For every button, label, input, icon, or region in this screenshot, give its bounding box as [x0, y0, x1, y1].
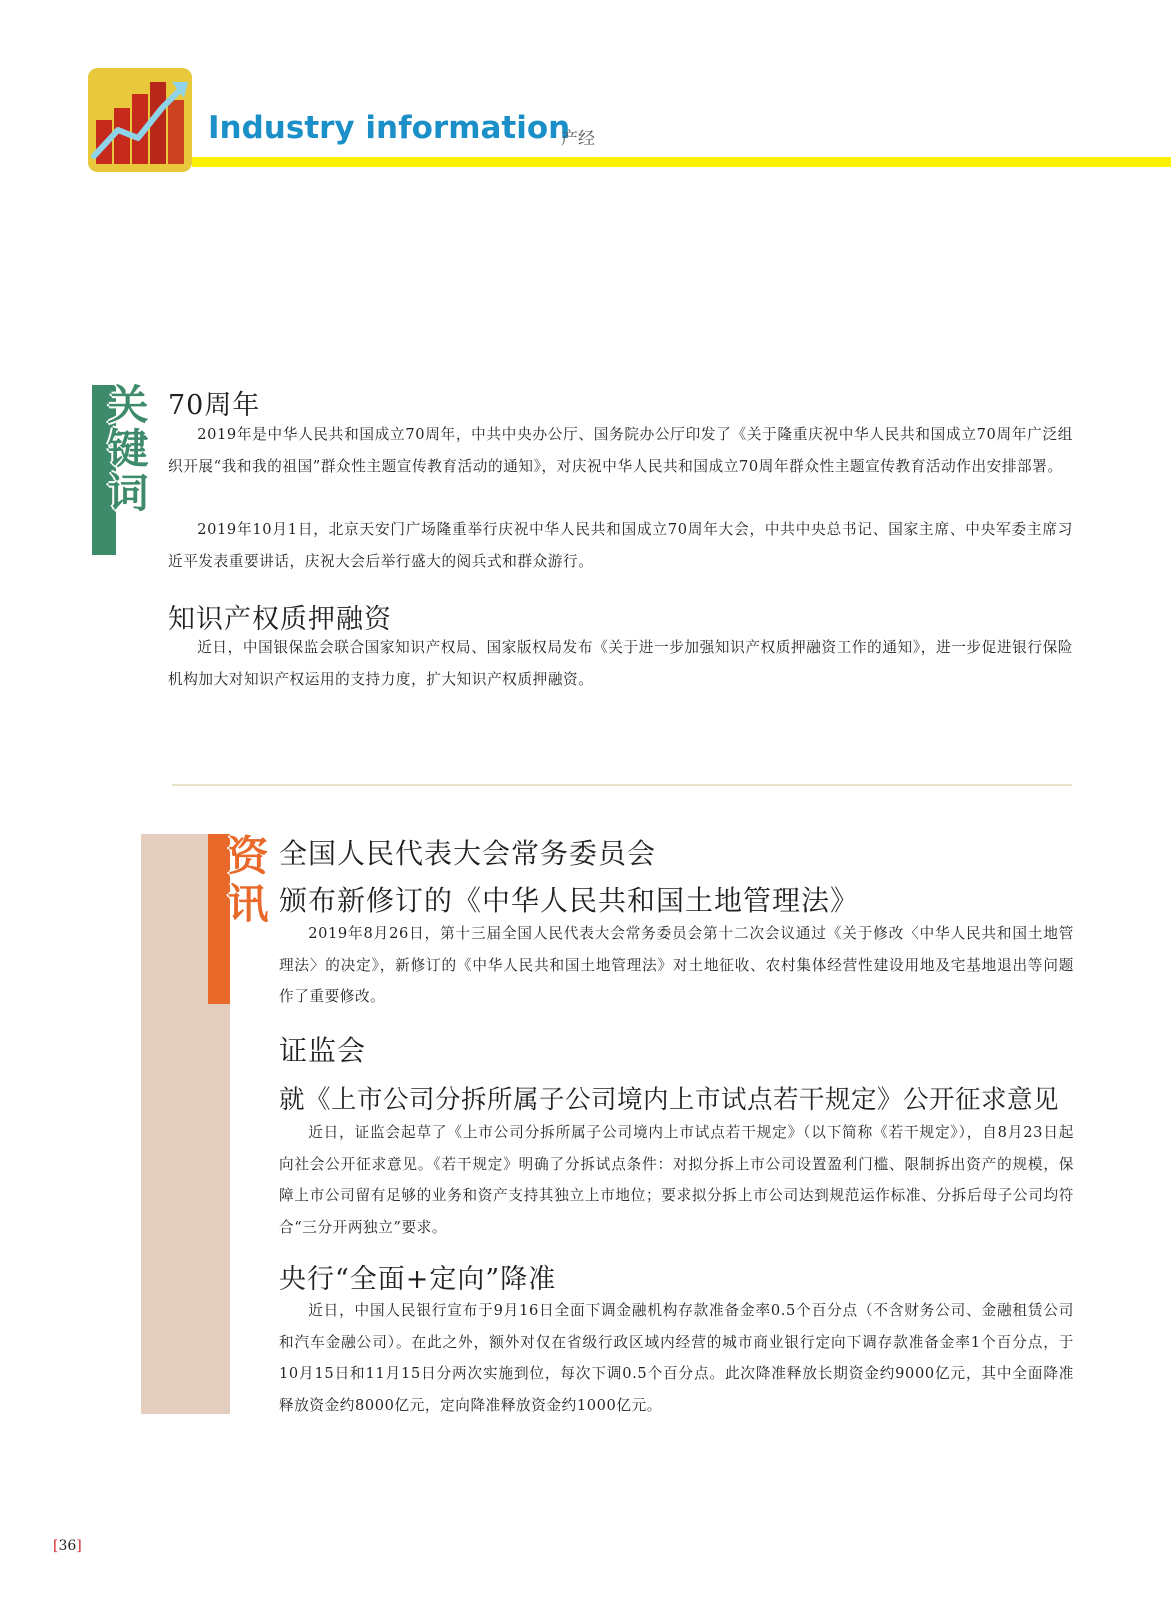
keywords-label-char: 键 [107, 425, 149, 473]
page-number-bracket: [ [53, 1538, 59, 1554]
news-label-char: 讯 [227, 880, 269, 928]
keywords-label [106, 383, 150, 515]
section-header-subtitle: 产经 [561, 129, 595, 149]
page-number-value: 36 [58, 1538, 77, 1554]
keyword-paragraph: 2019年是中华人民共和国成立70周年，中共中央办公厅、国务院办公厅印发了《关于隆重庆祝中华人民共和国成立70周年广泛组织开展“我和我的祖国”群众性主题宣传教育活动的通知》，对庆祝中华人民共和国成立70周年群众性主题宣传教育活动作出安排部署。 [168, 426, 1073, 475]
keywords-label-char: 词 [107, 469, 149, 517]
keywords-label-char: 关 [107, 381, 149, 429]
rising-bar-chart-icon [88, 68, 192, 172]
page-number-bracket: ] [76, 1538, 82, 1554]
section-divider [172, 784, 1072, 786]
news-title-line: 就《上市公司分拆所属子公司境内上市试点若干规定》公开征求意见 [279, 1085, 1060, 1115]
news-title-line: 全国人民代表大会常务委员会 [279, 837, 657, 870]
page-number [53, 1538, 82, 1554]
news-title-line: 证监会 [279, 1034, 367, 1067]
news-title-line: 颁布新修订的《中华人民共和国土地管理法》 [279, 884, 860, 917]
header-divider [192, 157, 1171, 167]
keyword-paragraph: 近日，中国银保监会联合国家知识产权局、国家版权局发布《关于进一步加强知识产权质押融资工作的通知》，进一步促进银行保险机构加大对知识产权运用的支持力度，扩大知识产权质押融资。 [168, 639, 1073, 688]
keyword-title: 知识产权质押融资 [168, 604, 392, 635]
news-label [225, 832, 271, 928]
news-title-line: 央行“全面+定向”降准 [279, 1264, 557, 1295]
keyword-title: 70周年 [168, 390, 261, 421]
news-paragraph: 2019年8月26日，第十三届全国人民代表大会常务委员会第十二次会议通过《关于修改〈中华人民共和国土地管理法〉的决定》，新修订的《中华人民共和国土地管理法》对土地征收、农村集体经营性建设用地及宅基地退出等问题作了重要修改。 [279, 925, 1074, 1005]
news-paragraph: 近日，中国人民银行宣布于9月16日全面下调金融机构存款准备金率0.5个百分点（不含财务公司、金融租赁公司和汽车金融公司）。在此之外，额外对仅在省级行政区域内经营的城市商业银行定向下调存款准备金率1个百分点，于10月15日和11月15日分两次实施到位，每次下调0.5个百分点。此次降准释放长期资金约9000亿元，其中全面降准释放资金约8000亿元，定向降准释放资金约1000亿元。 [279, 1302, 1074, 1414]
news-paragraph: 近日，证监会起草了《上市公司分拆所属子公司境内上市试点若干规定》（以下简称《若干规定》），自8月23日起向社会公开征求意见。《若干规定》明确了分拆试点条件：对拟分拆上市公司设置盈利门槛、限制拆出资产的规模，保障上市公司留有足够的业务和资产支持其独立上市地位；要求拟分拆上市公司达到规范运作标准、分拆后母子公司均符合“三分开两独立”要求。 [279, 1124, 1074, 1236]
section-header-title: Industry information [208, 110, 571, 146]
news-label-char: 资 [227, 832, 269, 880]
keyword-paragraph: 2019年10月1日，北京天安门广场隆重举行庆祝中华人民共和国成立70周年大会，中共中央总书记、国家主席、中央军委主席习近平发表重要讲话，庆祝大会后举行盛大的阅兵式和群众游行。 [168, 521, 1073, 570]
